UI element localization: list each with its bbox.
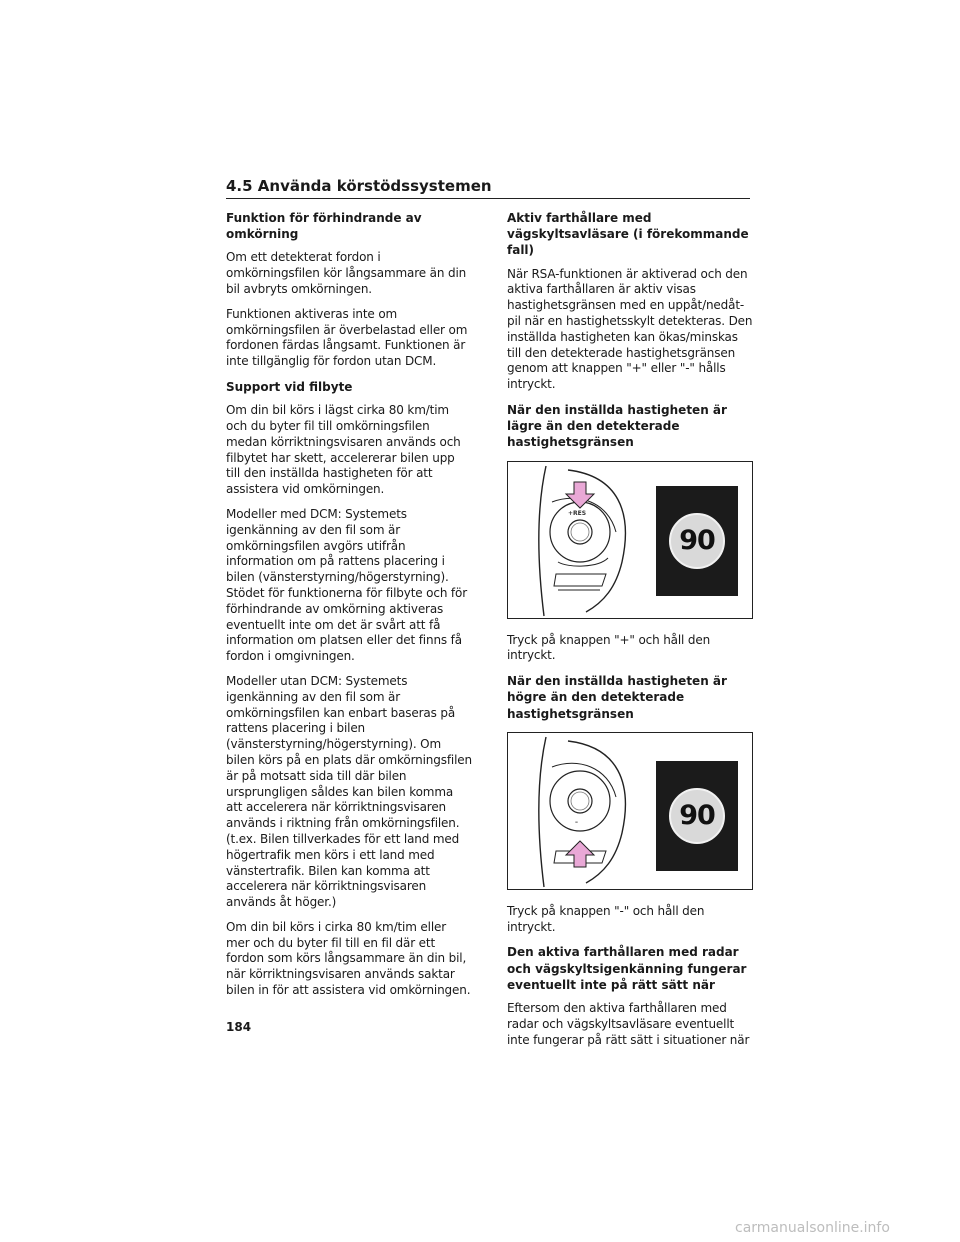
figure-steering-plus-button	[507, 461, 753, 619]
heading-acc-limitations: Den aktiva farthållaren med radar och vägskyltsigenkänning fungerar eventuellt inte på rätt sätt när	[507, 945, 747, 992]
speed-limit-value: 90	[679, 800, 715, 832]
heading-lane-change-support: Support vid filbyte	[226, 379, 353, 394]
heading-acc-rsa: Aktiv farthållare med vägskyltsavläsare (i förekommande fall)	[507, 211, 749, 258]
speed-sign-display	[656, 486, 738, 596]
plus-res-label: +RES	[568, 509, 587, 517]
speed-limit-sign	[669, 513, 725, 569]
speed-limit-value: 90	[679, 525, 715, 557]
paragraph: Eftersom den aktiva farthållaren med radar och vägskyltsavläsare eventuellt inte fungerar på rätt sätt i situationer när	[507, 1001, 750, 1047]
speed-limit-sign	[669, 788, 725, 844]
minus-label: –	[575, 818, 578, 826]
paragraph: Om din bil körs i cirka 80 km/tim eller mer och du byter fil till en fil där ett fordon som körs långsammare än din bil, när körriktningsvisaren används saktar bilen in för att assistera vid omkörningen.	[226, 919, 471, 998]
paragraph: När RSA-funktionen är aktiverad och den aktiva farthållaren är aktiv visas hastighetsgränsen med en uppåt/nedåt-pil när en hastighetsskylt detekteras. Den inställda hastigheten kan ökas/minskas till den detekterade hastighetsgränsen genom att knappen "+" eller "-" hålls intryckt.	[507, 266, 753, 392]
left-column	[226, 210, 472, 1008]
right-column	[507, 210, 753, 1057]
paragraph: Modeller utan DCM: Systemets igenkänning av den fil som är omkörningsfilen kan enbart baseras på rattens placering i bilen (vänsterstyrning/högerstyrning). Om bilen körs på en plats där omkörningsfilen är på motsatt sida till där bilen ursprungligen såldes kan bilen komma att accelerera när körriktningsvisaren används i riktning från omkörningsfilen. (t.ex. Bilen tillverkades för ett land med högertrafik men körs i ett land med vänstertrafik. Bilen kan komma att accelerera när körriktningsvisaren används åt höger.)	[226, 673, 472, 910]
section-divider	[226, 198, 750, 199]
section-title: 4.5 Använda körstödssystemen	[226, 177, 492, 195]
figure-steering-minus-button	[507, 732, 753, 890]
paragraph: Om ett detekterat fordon i omkörningsfilen kör långsammare än din bil avbryts omkörningen.	[226, 250, 467, 296]
watermark: carmanualsonline.info	[735, 1220, 890, 1236]
heading-speed-higher: När den inställda hastigheten är högre än den detekterade hastighetsgränsen	[507, 674, 727, 721]
speed-sign-display	[656, 761, 738, 871]
paragraph: Tryck på knappen "-" och håll den intryckt.	[507, 903, 705, 934]
heading-speed-lower: När den inställda hastigheten är lägre än den detekterade hastighetsgränsen	[507, 402, 727, 450]
paragraph: Modeller med DCM: Systemets igenkänning av den fil som är omkörningsfilen avgörs utifrån information om på rattens placering i bilen (vänsterstyrning/högerstyrning). Stödet för funktionerna för filbyte och för förhindrande av omkörning aktiveras eventuellt inte om det är svårt att få information om platsen eller det finns få fordon i omgivningen.	[226, 506, 467, 664]
paragraph: Funktionen aktiveras inte om omkörningsfilen är överbelastad eller om fordonen färdas långsamt. Funktionen är inte tillgänglig för fordon utan DCM.	[226, 306, 468, 369]
heading-overtake-prevention: Funktion för förhindrande av omkörning	[226, 211, 422, 242]
paragraph: Tryck på knappen "+" och håll den intryckt.	[507, 632, 711, 663]
paragraph: Om din bil körs i lägst cirka 80 km/tim och du byter fil till omkörningsfilen medan körriktningsvisaren används och filbytet har skett, accelererar bilen upp till den inställda hastigheten för att assistera vid omkörningen.	[226, 403, 461, 497]
page-number: 184	[226, 1020, 252, 1034]
